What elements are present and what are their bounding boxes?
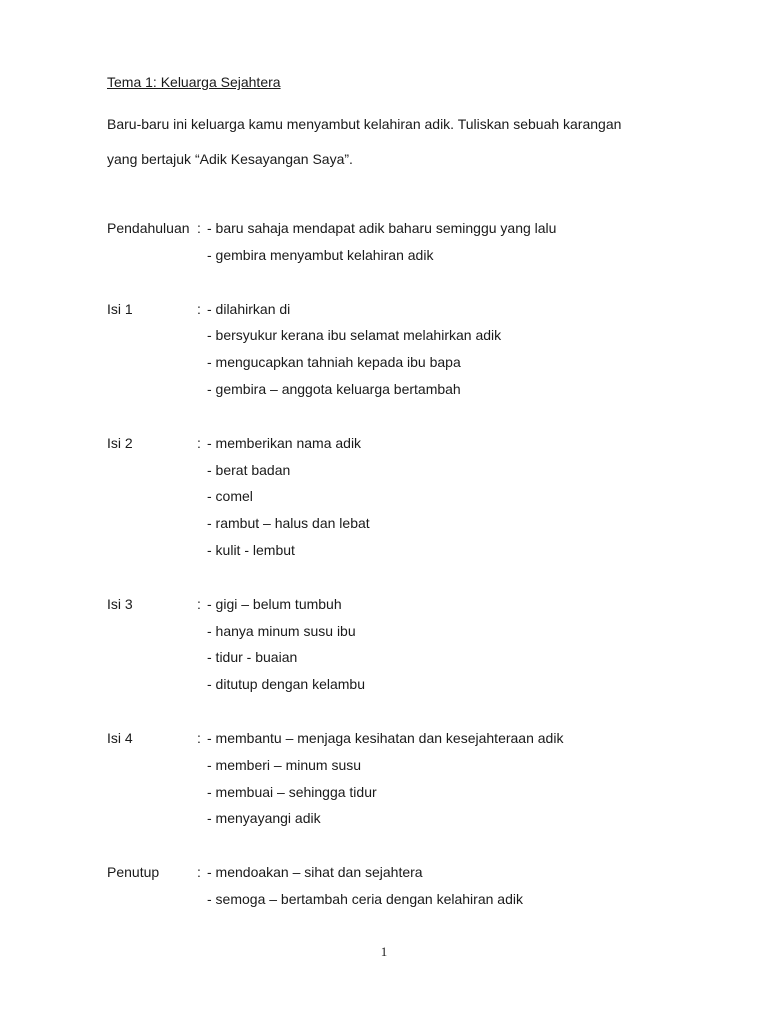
section-separator [197,349,207,376]
outline-row [107,859,707,886]
section-separator: : [197,864,201,881]
section-separator [197,886,207,913]
outline-row [107,483,707,510]
section-label [107,457,197,484]
section-separator: : [197,300,201,317]
outline-point: - berat badan [207,461,291,478]
section-separator: : [197,220,201,236]
section-separator [197,242,207,269]
outline-row [107,322,707,349]
outline-point: - gembira – anggota keluarga bertambah [207,380,461,397]
section-separator [197,752,207,779]
outline-row [107,457,707,484]
prompt-line-2: yang bertajuk “Adik Kesayangan Saya”. [107,151,353,167]
section-label [107,644,197,671]
outline-row [107,618,707,645]
section-separator [197,376,207,403]
outline-point: - membuai – sehingga tidur [207,783,377,800]
outline-row [107,644,707,671]
outline-point: - baru sahaja mendapat adik baharu seminggu yang lalu [207,220,557,236]
section-label [107,349,197,376]
section-label [107,376,197,403]
outline-point: - memberikan nama adik [207,434,362,451]
outline-row [107,537,707,564]
outline-row [107,752,707,779]
outline-point: - tidur - buaian [207,649,298,666]
outline-point: - kulit - lembut [207,541,295,558]
outline-row [107,376,707,403]
outline-point: - comel [207,488,253,505]
outline-point: - semoga – bertambah ceria dengan kelahiran adik [207,890,523,907]
outline-point: - membantu – menjaga kesihatan dan kesejahteraan adik [207,729,564,746]
outline-point: - gigi – belum tumbuh [207,595,342,612]
section-label [107,537,197,564]
essay-prompt [107,107,678,177]
outline-section [107,430,707,564]
section-label: Isi 3 [107,595,133,612]
outline-row [107,242,707,269]
outline-row [107,886,707,913]
outline-row [107,671,707,698]
outline-section [107,725,707,832]
section-label [107,779,197,806]
section-separator: : [197,434,201,451]
section-separator: : [197,729,201,746]
outline-row [107,296,707,323]
outline-section [107,215,707,269]
section-separator [197,457,207,484]
section-label: Penutup [107,864,160,881]
section-label: Isi 2 [107,434,133,451]
section-separator [197,779,207,806]
outline-point: - hanya minum susu ibu [207,622,356,639]
outline-section [107,859,707,913]
outline-section [107,591,707,698]
section-label [107,510,197,537]
section-label [107,483,197,510]
outline-row [107,349,707,376]
section-separator: : [197,595,201,612]
section-label [107,671,197,698]
outline-point: - mendoakan – sihat dan sejahtera [207,864,423,881]
section-separator [197,483,207,510]
outline-row [107,779,707,806]
outline-row [107,591,707,618]
outline-row [107,215,707,242]
page-title: Tema 1: Keluarga Sejahtera [107,74,281,90]
section-label [107,242,197,269]
essay-outline [107,215,707,940]
section-separator [197,322,207,349]
section-label: Isi 1 [107,300,133,317]
section-separator [197,618,207,645]
section-separator [197,644,207,671]
section-label [107,322,197,349]
outline-point: - bersyukur kerana ibu selamat melahirkan adik [207,327,502,344]
outline-point: - menyayangi adik [207,810,321,827]
section-separator [197,671,207,698]
outline-row [107,805,707,832]
section-label [107,752,197,779]
outline-point: - mengucapkan tahniah kepada ibu bapa [207,354,461,371]
section-label [107,618,197,645]
outline-point: - dilahirkan di [207,300,291,317]
outline-point: - memberi – minum susu [207,756,362,773]
section-label [107,886,197,913]
prompt-line-1: Baru-baru ini keluarga kamu menyambut kelahiran adik. Tuliskan sebuah karangan [107,116,622,132]
outline-point: - gembira menyambut kelahiran adik [207,246,434,263]
outline-row [107,430,707,457]
page-number: 1 [380,944,388,959]
section-separator [197,537,207,564]
outline-section [107,296,707,403]
section-label: Isi 4 [107,729,133,746]
section-separator [197,510,207,537]
outline-row [107,510,707,537]
outline-row [107,725,707,752]
section-label [107,805,197,832]
outline-point: - ditutup dengan kelambu [207,676,365,693]
section-separator [197,805,207,832]
section-label: Pendahuluan [107,220,190,236]
outline-point: - rambut – halus dan lebat [207,515,370,532]
